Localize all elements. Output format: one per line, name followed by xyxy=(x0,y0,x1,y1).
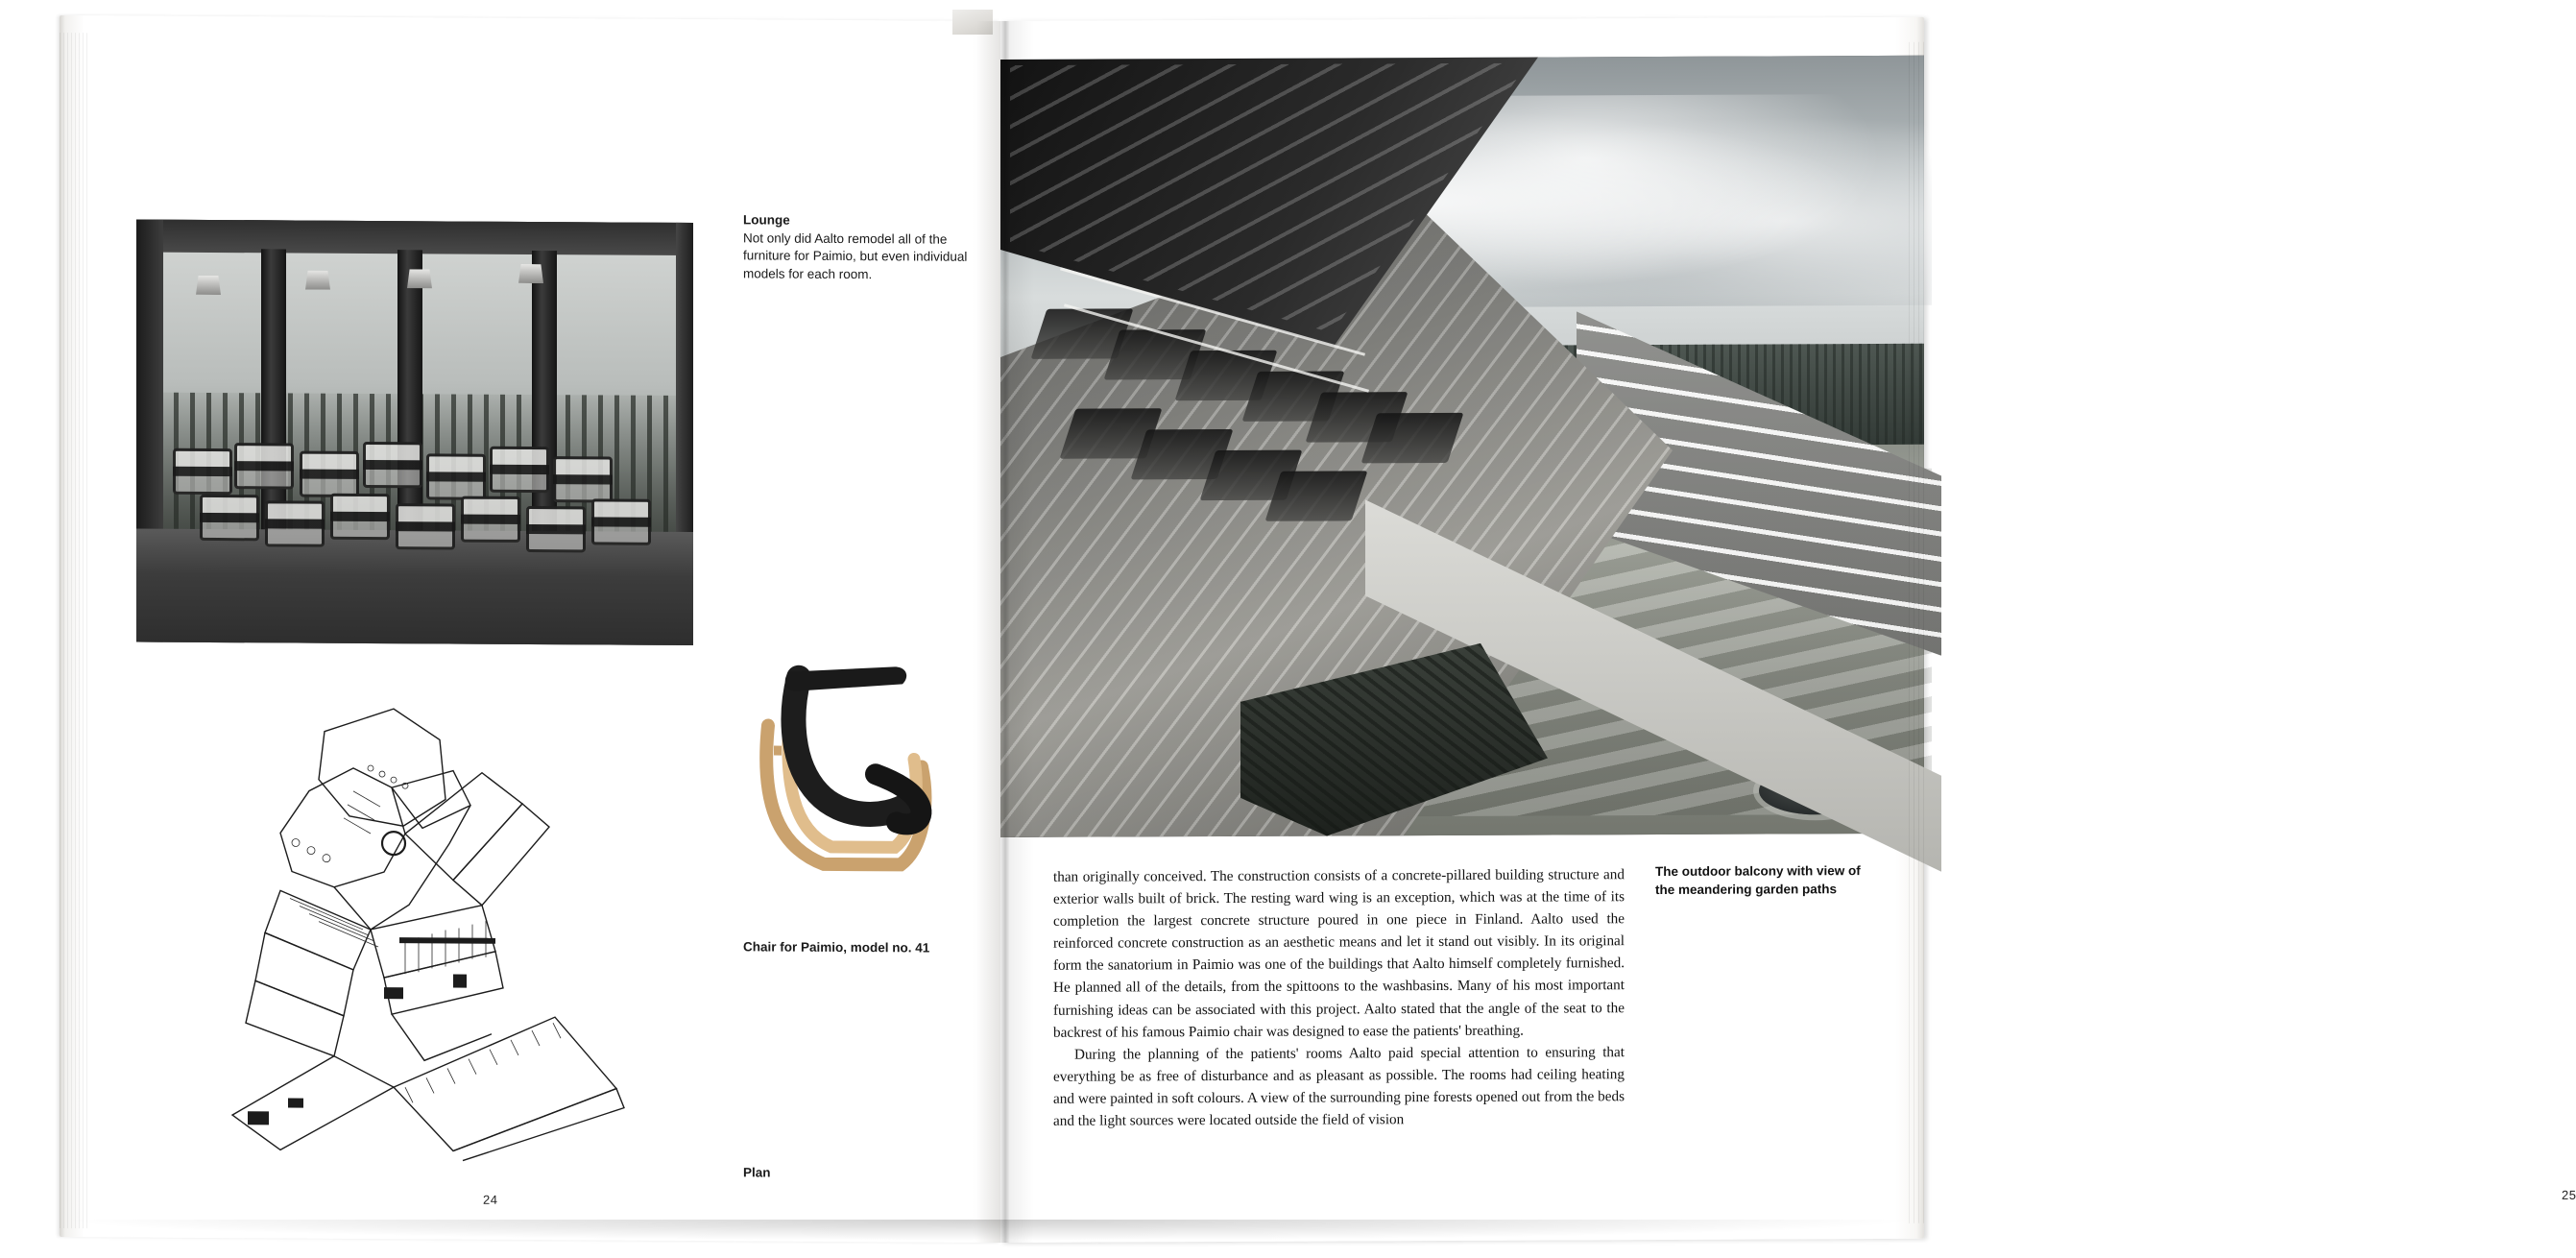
caption-lounge-title: Lounge xyxy=(743,212,790,228)
open-book-spread xyxy=(60,10,2576,1250)
page-number-left: 24 xyxy=(483,1192,498,1207)
photo-lamp xyxy=(305,271,330,290)
caption-plan: Plan xyxy=(743,1165,771,1180)
outdoor-balcony-photo xyxy=(1000,56,1924,837)
photo-lamp xyxy=(407,269,432,288)
photo-chair-cluster xyxy=(165,429,688,559)
body-paragraph-2: During the planning of the patients' rooms Aalto paid special attention to ensuring that everything be as free of disturbance and as pleasant as possible. The rooms had ceiling heating and were painted in soft colours. A view of the surrounding pine forests opened out from the beds and the light sources were located outside the field of vision xyxy=(1053,1043,1625,1129)
page-number-right: 25 xyxy=(2562,1187,2576,1202)
left-page xyxy=(60,15,1000,1243)
lounge-interior-photo xyxy=(136,220,693,646)
site-plan-drawing xyxy=(165,698,703,1162)
photo-lamp xyxy=(196,276,221,295)
caption-chair: Chair for Paimio, model no. 41 xyxy=(743,939,930,956)
photo-lamp xyxy=(518,264,543,283)
chair-svg xyxy=(732,658,962,889)
page-corner xyxy=(952,10,993,35)
caption-lounge-text: Not only did Aalto remodel all of the furniture for Paimio, but even individual models for each room. xyxy=(743,230,968,282)
body-paragraph-1: than originally conceived. The construction consists of a concrete-pillared building structure and exterior walls built of brick. The resting ward wing is an exception, which was at the time of its completion the largest concrete structure poured in one piece in Finland. Aalto used the reinforced concrete construction as an aesthetic means and let it stand out visibly. In its original form the sanatorium in Paimio was one of the buildings that Aalto himself completely furnished. He planned all of the details, from the spittoons to the washbasins. Many of his most important furnishing ideas can be associated with this project. Aalto stated that the angle of the seat to the backrest of his famous Paimio chair was designed to ease the patients' breathing. xyxy=(1053,866,1625,1041)
caption-lounge xyxy=(743,211,981,284)
plan-svg xyxy=(165,698,703,1162)
page-edge-striations xyxy=(60,33,88,1228)
body-text-column xyxy=(1053,863,1625,1132)
right-page xyxy=(1000,17,2576,1243)
caption-balcony: The outdoor balcony with view of the meandering garden paths xyxy=(1655,863,1861,897)
paimio-chair-photo xyxy=(732,658,962,889)
